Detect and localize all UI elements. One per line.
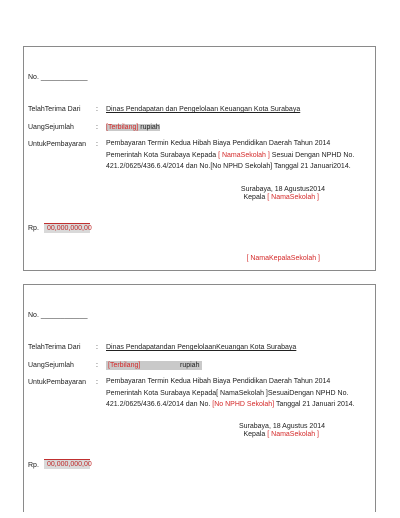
amount-unit: rupiah: [140, 124, 160, 131]
purpose-text: Pembayaran Termin Kedua Hibah Biaya Pendidikan Daerah Tahun 2014 Pemerintah Kota Surabaya Kepada[ NamaSekolah ]SesuaiDengan NPHD No. 421.2/0625/436.6.4/2014 dan No. [No NPHD Sekolah] Tanggal 21 Januari 2014.: [106, 378, 355, 408]
rp-label: Rp.: [28, 225, 39, 232]
amount-label: UangSejumlah: [28, 362, 74, 369]
colon: :: [96, 141, 98, 148]
rp-label: Rp.: [28, 462, 39, 469]
rp-amount: 00,000,000,00: [44, 459, 90, 469]
received-from-label: TelahTerima Dari: [28, 106, 81, 113]
purpose-label: UntukPembayaran: [28, 379, 86, 386]
colon: :: [96, 362, 98, 369]
amount-label: UangSejumlah: [28, 124, 74, 131]
principal-name: [ NamaKepalaSekolah ]: [246, 255, 320, 262]
purpose-label: UntukPembayaran: [28, 141, 86, 148]
nphd-number: [No NPHD Sekolah]: [212, 401, 275, 408]
place-date: Surabaya, 18 Agustus2014: [240, 186, 325, 193]
amount-unit: rupiah: [166, 361, 202, 370]
received-from-label: TelahTerima Dari: [28, 344, 81, 351]
amount-words: [Terbilang]: [106, 124, 139, 131]
head-signature-title: Kepala [ NamaSekolah ]: [243, 431, 319, 438]
colon: :: [96, 106, 98, 113]
rp-amount: 00,000,000,00: [44, 223, 90, 233]
receipt-number: No. ____________: [28, 74, 88, 81]
purpose-text: Pembayaran Termin Kedua Hibah Biaya Pendidikan Daerah Tahun 2014 Pemerintah Kota Surabaya Kepada [ NamaSekolah ] Sesuai Dengan NPHD No. 421.2/0625/436.6.4/2014 dan No.[No NPHD Sekolah] Tanggal 21 Januari2014.: [106, 140, 355, 170]
colon: :: [96, 379, 98, 386]
receipt-2: [23, 284, 376, 512]
received-from-value: Dinas Pendapatandan PengelolaanKeuangan Kota Surabaya: [106, 344, 297, 351]
receipt-number: No. ____________: [28, 312, 88, 319]
amount-field: [106, 361, 202, 370]
school-name: [ NamaSekolah ]: [218, 151, 270, 159]
head-signature-title: Kepala [ NamaSekolah ]: [243, 194, 319, 201]
place-date: Surabaya, 18 Agustus 2014: [238, 423, 325, 430]
receipt-1: [23, 46, 376, 271]
colon: :: [96, 124, 98, 131]
colon: :: [96, 344, 98, 351]
amount-words: [Terbilang]: [108, 362, 141, 369]
received-from-value: Dinas Pendapatan dan Pengelolaan Keuangan Kota Surabaya: [106, 106, 301, 113]
amount-field: [106, 123, 160, 132]
